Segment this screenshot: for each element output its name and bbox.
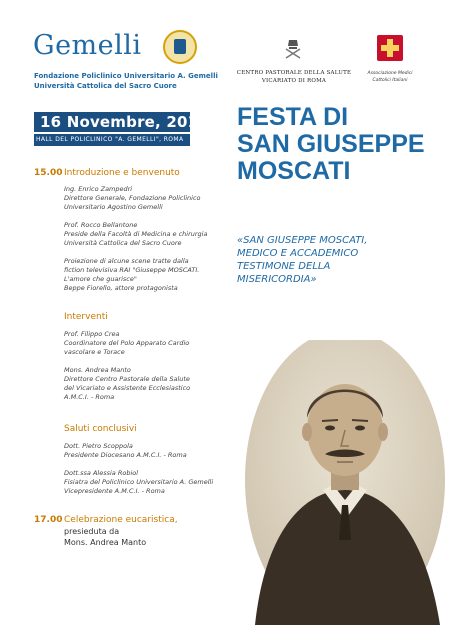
moscati-portrait — [245, 340, 445, 625]
vicariato-label — [232, 69, 356, 85]
mass-title: Celebrazione eucaristica, — [64, 515, 178, 525]
speaker-name: Dott.ssa Alessia Robiol — [64, 469, 139, 477]
speaker-manto — [64, 366, 190, 402]
speaker-role: vascolare e Torace — [64, 348, 125, 356]
projection-line: Proiezione di alcune scene tratte dalla — [64, 257, 189, 265]
amci-line-2: Cattolici Italiani — [372, 78, 408, 83]
saluti-title: Saluti conclusivi — [64, 424, 137, 434]
gemelli-line-1: Fondazione Policlinico Universitario A. Gemelli — [34, 72, 218, 80]
speaker-role: Direttore Generale, Fondazione Policlinico — [64, 194, 201, 202]
red-cross-icon — [377, 35, 403, 61]
vicariato-line-2: VICARIATO DI ROMA — [261, 78, 327, 84]
speaker-role: Vicepresidente A.M.C.I. - Roma — [64, 487, 165, 495]
title-line-3: MOSCATI — [237, 157, 351, 185]
event-date: 16 Novembre, 2015 — [40, 113, 209, 131]
speaker-role: A.M.C.I. - Roma — [64, 393, 115, 401]
gemelli-institution — [34, 71, 218, 91]
projection-line: L'amore che guarisce" — [64, 275, 137, 283]
papal-keys-icon — [283, 38, 303, 60]
mass-celebrant: Mons. Andrea Manto — [64, 538, 147, 547]
speaker-name: Mons. Andrea Manto — [64, 366, 131, 374]
gemelli-logo-wordmark: Gemelli — [33, 30, 142, 61]
university-seal-icon — [163, 30, 197, 64]
speaker-bellantone — [64, 221, 207, 248]
subtitle-line-4: MISERICORDIA» — [237, 274, 317, 285]
subtitle-line-1: «SAN GIUSEPPE MOSCATI, — [237, 235, 368, 246]
speaker-role: Universitario Agostino Gemelli — [64, 203, 163, 211]
speaker-role: Presidente Diocesano A.M.C.I. - Roma — [64, 451, 187, 459]
speaker-role: Preside della Facoltà di Medicina e chirurgia — [64, 230, 208, 238]
intro-time: 15.00 — [34, 168, 63, 178]
amci-label — [364, 70, 416, 84]
speaker-role: Fisiatra del Policlinico Universitario A. Gemelli — [64, 478, 214, 486]
fiction-projection — [64, 257, 199, 293]
projection-line: fiction televisiva RAI "Giuseppe MOSCATI. — [64, 266, 200, 274]
speaker-name: Prof. Rocco Bellantone — [64, 221, 138, 229]
speaker-role: Università Cattolica del Sacro Cuore — [64, 239, 182, 247]
vicariato-line-1: CENTRO PASTORALE DELLA SALUTE — [236, 70, 352, 76]
event-venue: HALL DEL POLICLINICO "A. GEMELLI", ROMA — [36, 136, 184, 143]
speaker-name: Ing. Enrico Zampedri — [64, 185, 133, 193]
speaker-role: Coordinatore del Polo Apparato Cardio — [64, 339, 190, 347]
speaker-zampedri — [64, 185, 201, 212]
mass-time: 17.00 — [34, 515, 63, 525]
subtitle-line-3: TESTIMONE DELLA — [237, 261, 331, 272]
speaker-role: Direttore Centro Pastorale della Salute — [64, 375, 190, 383]
title-line-2: SAN GIUSEPPE — [237, 130, 425, 158]
mass-presided: presieduta da — [64, 527, 120, 536]
gemelli-line-2: Università Cattolica del Sacro Cuore — [34, 82, 177, 90]
interventi-title: Interventi — [64, 312, 108, 322]
intro-title: Introduzione e benvenuto — [64, 168, 180, 178]
speaker-crea — [64, 330, 189, 357]
title-line-1: FESTA DI — [237, 103, 349, 131]
subtitle-line-2: MEDICO E ACCADEMICO — [237, 248, 359, 259]
amci-line-1: Associazione Medici — [367, 71, 413, 76]
speaker-robiol — [64, 469, 213, 496]
speaker-name: Dott. Pietro Scoppola — [64, 442, 133, 450]
speaker-scoppola — [64, 442, 187, 460]
event-subtitle — [237, 234, 427, 286]
event-title — [237, 104, 425, 185]
projection-line: Beppe Fiorello, attore protagonista — [64, 284, 178, 292]
speaker-name: Prof. Filippo Crea — [64, 330, 120, 338]
speaker-role: del Vicariato e Assistente Ecclesiastico — [64, 384, 191, 392]
